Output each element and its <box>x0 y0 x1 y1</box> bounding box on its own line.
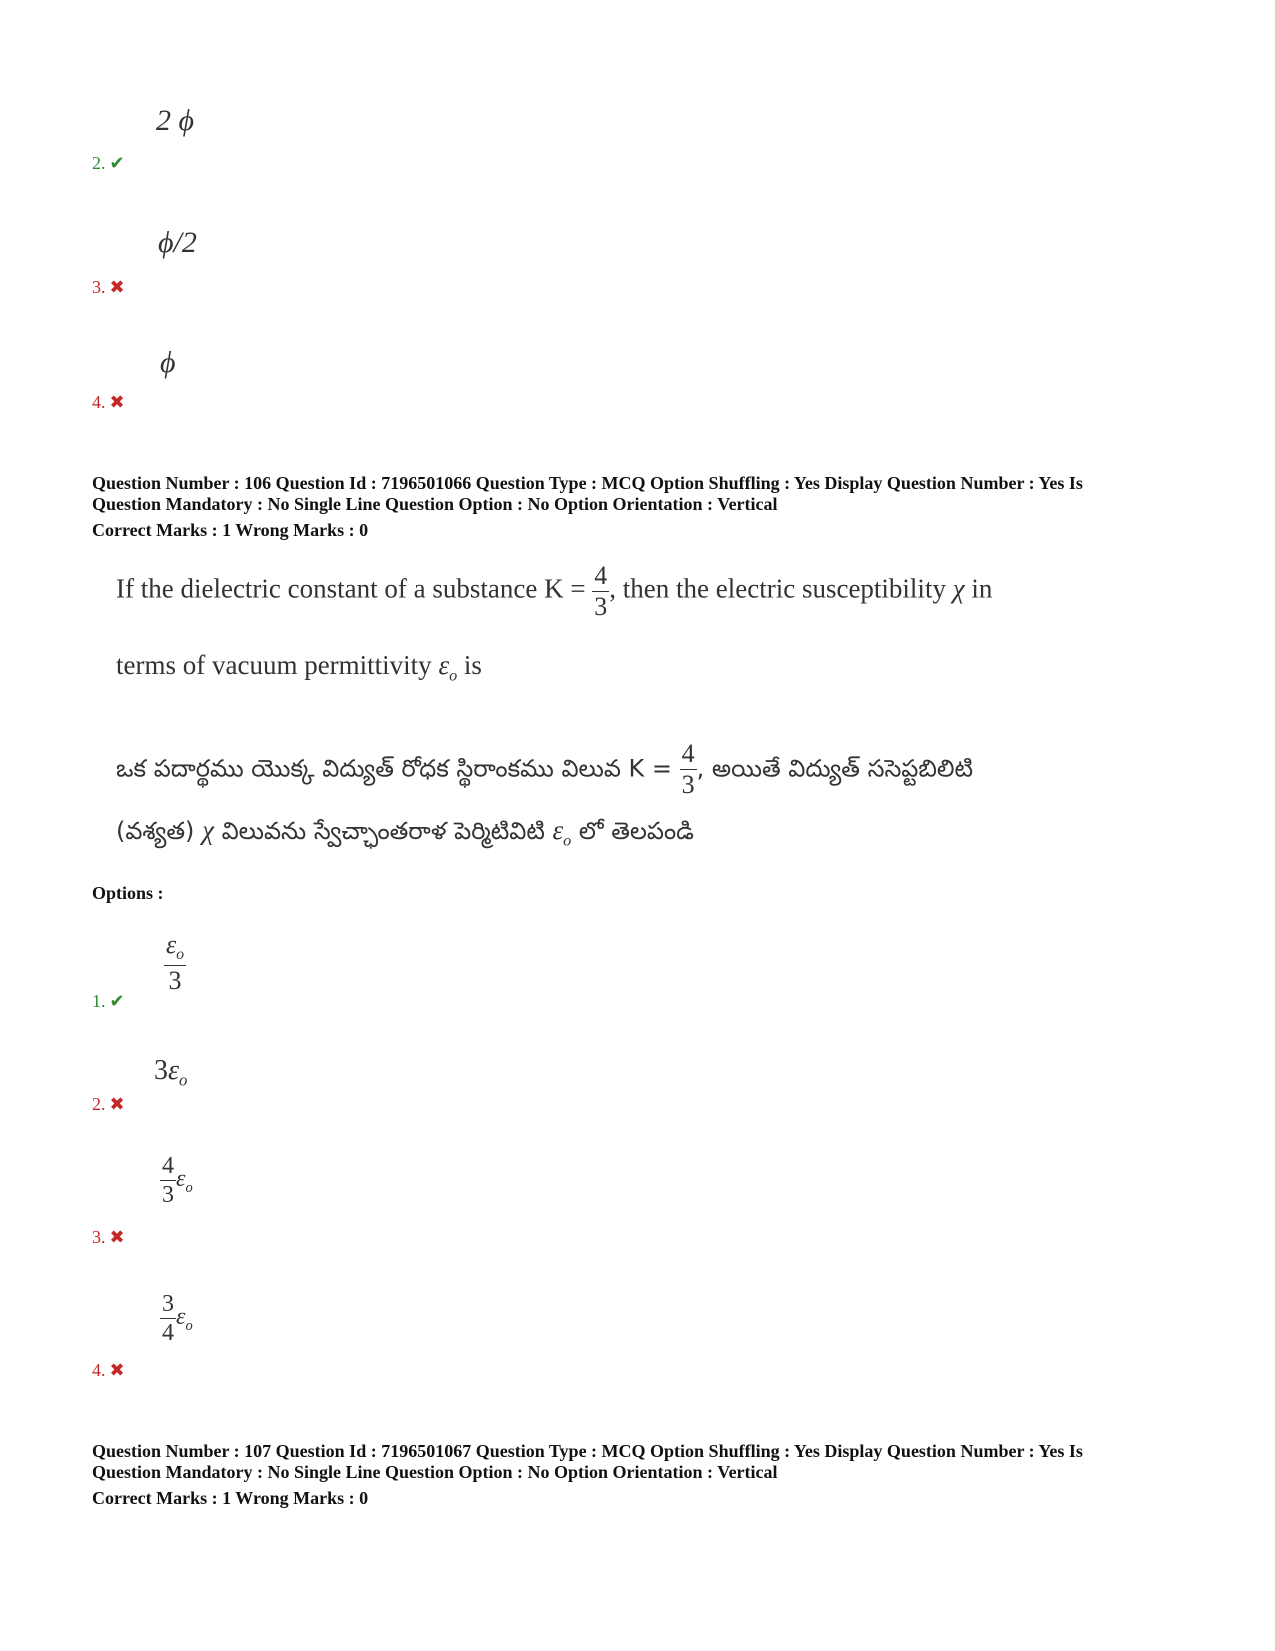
cross-icon: ✖ <box>109 1360 125 1380</box>
question-106-marks: Correct Marks : 1 Wrong Marks : 0 <box>92 520 369 540</box>
option-number: 2. <box>92 153 106 173</box>
epsilon-subscript: o <box>176 946 185 964</box>
epsilon-symbol <box>168 1055 188 1090</box>
option-3-fraction <box>160 1154 176 1207</box>
option-4-fraction <box>160 1292 176 1345</box>
question-text-part: in <box>971 573 993 604</box>
question-text-telugu-line-2 <box>116 815 694 851</box>
meta-line-2: Question Mandatory : No Single Line Question Option : No Option Orientation : Vertical <box>92 1462 778 1482</box>
question-text-part: is <box>463 650 482 680</box>
fraction-numerator <box>164 932 186 966</box>
epsilon-subscript: o <box>449 666 458 685</box>
option-2 <box>92 1094 125 1115</box>
fraction-denominator: 3 <box>594 592 608 621</box>
epsilon-subscript: o <box>185 1179 193 1196</box>
question-107-meta <box>92 1441 1202 1483</box>
epsilon-subscript: o <box>179 1070 188 1090</box>
question-107-marks: Correct Marks : 1 Wrong Marks : 0 <box>92 1488 369 1508</box>
option-3 <box>92 1227 125 1248</box>
chi-symbol: χ <box>202 815 214 845</box>
check-icon: ✔ <box>109 153 125 173</box>
question-text-english-line-1 <box>116 563 992 620</box>
fraction-numerator: 3 <box>162 1291 174 1317</box>
question-106-meta <box>92 473 1202 515</box>
prev-option-2 <box>92 153 125 174</box>
options-label: Options : <box>92 883 164 903</box>
fraction-numerator: 4 <box>594 561 608 590</box>
chi-symbol: χ <box>952 573 965 604</box>
option-1-fraction <box>164 932 186 994</box>
option-1-expression <box>164 932 186 994</box>
option-number: 4. <box>92 1360 106 1380</box>
question-text-english-line-2 <box>116 650 482 685</box>
option-number: 4. <box>92 392 106 412</box>
question-text-part: , then the electric susceptibility <box>609 573 946 604</box>
epsilon: ε <box>552 815 564 845</box>
cross-icon: ✖ <box>109 392 125 412</box>
epsilon: ε <box>166 930 177 959</box>
fraction-k <box>592 563 609 620</box>
question-text-part: terms of vacuum permittivity <box>116 650 432 680</box>
prev-option-4 <box>92 392 125 413</box>
question-text-part: ఒక పదార్థము యొక్క విద్యుత్ రోధక స్థిరాంకము విలువ K = <box>116 754 672 783</box>
epsilon-symbol <box>552 815 572 850</box>
meta-line-1: Question Number : 106 Question Id : 7196501066 Question Type : MCQ Option Shuffling : Yes Display Question Number : Yes Is <box>92 473 1083 493</box>
fraction-denominator: 3 <box>681 770 695 799</box>
option-number: 1. <box>92 991 106 1011</box>
epsilon-subscript: o <box>563 831 572 850</box>
check-icon: ✔ <box>109 991 125 1011</box>
prev-option-2-expression: 2 ϕ <box>156 104 195 137</box>
fraction-numerator: 4 <box>681 739 695 768</box>
meta-line-1: Question Number : 107 Question Id : 7196501067 Question Type : MCQ Option Shuffling : Yes Display Question Number : Yes Is <box>92 1441 1083 1461</box>
option-number: 3. <box>92 277 106 297</box>
fraction-denominator: 3 <box>168 965 182 995</box>
question-text-part: విలువను స్వేచ్ఛాంతరాళ పెర్మిటివిటి <box>221 817 545 845</box>
cross-icon: ✖ <box>109 277 125 297</box>
epsilon-symbol <box>176 1166 193 1196</box>
question-text-part: లో తెలపండి <box>578 817 694 845</box>
fraction-denominator: 3 <box>162 1182 174 1208</box>
cross-icon: ✖ <box>109 1094 125 1114</box>
question-text-telugu-line-1 <box>116 741 973 798</box>
option-4 <box>92 1360 125 1381</box>
fraction-denominator: 4 <box>162 1320 174 1346</box>
epsilon-symbol <box>176 1304 193 1334</box>
epsilon: ε <box>176 1166 186 1193</box>
epsilon: ε <box>168 1055 180 1086</box>
prev-option-3-expression: ϕ/2 <box>158 226 197 259</box>
fraction-k-telugu <box>680 741 697 798</box>
fraction-numerator: 4 <box>162 1153 174 1179</box>
option-number: 3. <box>92 1227 106 1247</box>
question-text-part: (వశ్యత) <box>116 817 195 845</box>
prev-option-4-expression: ϕ <box>160 346 176 379</box>
meta-line-2: Question Mandatory : No Single Line Question Option : No Option Orientation : Vertical <box>92 494 778 514</box>
epsilon-symbol <box>438 650 458 685</box>
option-number: 2. <box>92 1094 106 1114</box>
epsilon: ε <box>176 1304 186 1331</box>
option-3-expression <box>160 1154 193 1207</box>
question-text-part: If the dielectric constant of a substance K = <box>116 573 586 604</box>
epsilon: ε <box>438 650 450 680</box>
epsilon-subscript: o <box>185 1317 193 1334</box>
option-coefficient: 3 <box>154 1055 168 1086</box>
option-2-expression <box>154 1055 187 1091</box>
question-text-part: , అయితే విద్యుత్ ససెప్టబిలిటి <box>696 754 973 783</box>
cross-icon: ✖ <box>109 1227 125 1247</box>
option-1 <box>92 991 125 1012</box>
prev-option-3 <box>92 277 125 298</box>
option-4-expression <box>160 1292 193 1345</box>
